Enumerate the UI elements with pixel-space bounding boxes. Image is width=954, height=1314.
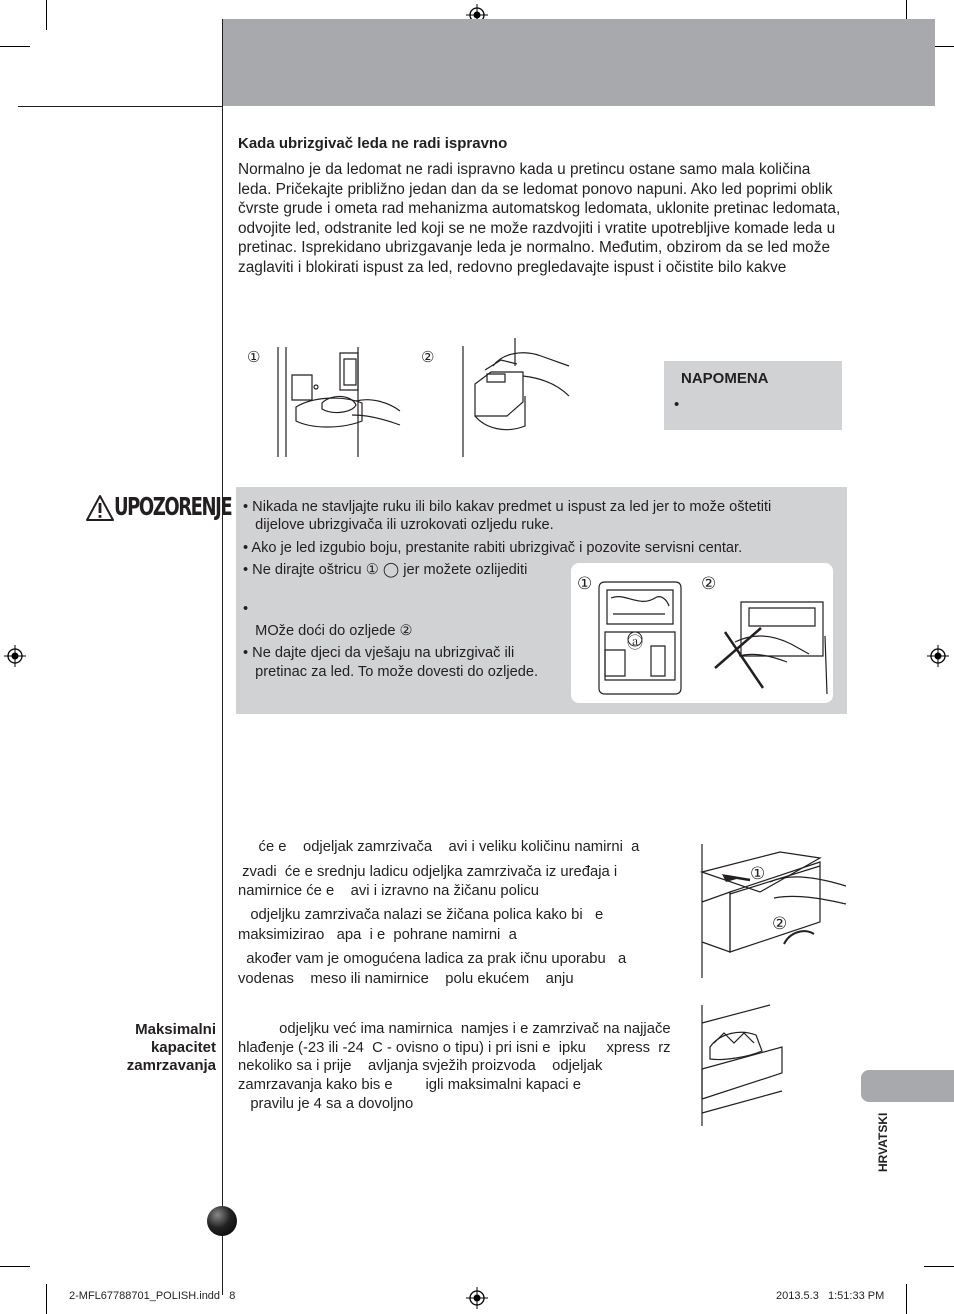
note-title: NAPOMENA: [681, 370, 769, 387]
section-title: Kada ubrizgivač leda ne radi ispravno: [238, 135, 508, 152]
body-line: odjeljku već ima namirnica namjes i e zamrzivač na najjače: [238, 1021, 671, 1037]
warning-line: • Ne dajte djeci da vješaju na ubrizgivač ili: [243, 645, 515, 661]
footer-timestamp: 2013.5.3 1:51:33 PM: [776, 1290, 885, 1302]
warning-triangle-icon: [86, 494, 114, 522]
hand-in-dispenser-prohibited-illustration: [705, 596, 830, 696]
figure-label: ①: [750, 864, 766, 883]
decorative-ball: [207, 1206, 237, 1236]
warning-line: •: [243, 601, 249, 617]
body-line: namirnice će e avi i izravno na žičanu policu: [238, 883, 540, 899]
ice-dispenser-cleaning-illustration: [445, 336, 575, 458]
crop-mark: [924, 1266, 954, 1267]
registration-mark-icon: [466, 1287, 488, 1309]
registration-mark-icon: [4, 645, 26, 667]
margin-rule: [222, 19, 223, 1295]
body-line: nekoliko sa i prije avljanja svježih proizvoda odjeljak: [238, 1058, 603, 1074]
body-line: odjeljku zamrzivača nalazi se žičana polica kako bi e: [238, 907, 604, 923]
figure-label: ②: [772, 914, 788, 933]
crop-mark: [0, 1266, 30, 1267]
body-line: akođer vam je omogućena ladica za prak ičnu uporabu a: [238, 951, 627, 967]
language-tab: [861, 1070, 954, 1102]
freezer-drawer-removal-illustration: [700, 842, 848, 979]
warning-line: • Nikada ne stavljajte ruku ili bilo kakav predmet u ispust za led jer to može oštetiti: [243, 499, 772, 515]
figure-label: ⓐ: [627, 635, 644, 652]
body-line: Normalno je da ledomat ne radi ispravno kada u pretincu ostane samo mala količina: [238, 161, 811, 178]
body-line: zamrzavanja kako bis e igli maksimalni kapaci e: [238, 1077, 581, 1093]
figure-label: ①: [577, 574, 593, 593]
language-label: HRVATSKI: [876, 1112, 890, 1172]
header-bar: [222, 19, 935, 106]
body-line: pretinac. Isprekidano ubrizgavanje leda je normalno. Međutim, obzirom da se led može: [238, 239, 830, 256]
body-line: zaglaviti i blokirati ispust za led, redovno pregledavajte ispust i očistite bilo kakve: [238, 259, 787, 276]
footer-filename: 2-MFL67788701_POLISH.indd 8: [69, 1290, 236, 1302]
body-line: leda. Pričekajte približno jedan dan da se ledomat ponovo napuni. Ako led poprimi oblik: [238, 181, 833, 198]
figure-label: ②: [421, 349, 435, 366]
warning-line: dijelove ubrizgivača ili uzrokovati ozljedu ruke.: [243, 517, 554, 533]
crop-mark: [46, 1284, 47, 1314]
crop-mark: [46, 0, 47, 30]
freezer-shelf-food-illustration: [700, 1003, 784, 1127]
body-line: vodenas meso ili namirnice polu ekućem anju: [238, 971, 574, 987]
body-line: će e odjeljak zamrzivača avi i veliku količinu namirni a: [238, 839, 640, 855]
warning-line: pretinac za led. To može dovesti do ozljede.: [243, 664, 539, 680]
body-line: hlađenje (-23 ili -24 C - ovisno o tipu) i pri isni e ipku xpress rz: [238, 1040, 671, 1056]
note-box: [664, 361, 842, 430]
header-rule: [18, 106, 222, 107]
section-heading-line: kapacitet: [150, 1039, 216, 1056]
body-line: odvojite led, odstranite led koji se ne može razdvojiti i vratite upotrebljive komade leda u: [238, 220, 836, 237]
registration-mark-icon: [927, 645, 949, 667]
section-heading-line: Maksimalni: [135, 1021, 216, 1038]
body-line: maksimizirao apa i e pohrane namirni a: [238, 927, 517, 943]
warning-heading-text: UPOZORENJE: [114, 492, 232, 521]
crop-mark: [906, 1284, 907, 1314]
section-heading: [96, 1021, 216, 1075]
warning-heading: [86, 492, 232, 524]
section-heading-line: zamrzavanja: [126, 1057, 216, 1074]
body-line: zvadi će e srednju ladicu odjeljka zamrzivača iz uređaja i: [238, 864, 618, 880]
crop-mark: [0, 46, 30, 47]
body-line: čvrste grude i ometa rad mehanizma automatskog ledomata, uklonite pretinac ledomata,: [238, 200, 841, 217]
warning-line: MOže doći do ozljede ②: [243, 623, 413, 639]
note-bullet: •: [674, 396, 680, 413]
warning-line: • Ne dirajte oštricu ① ◯ jer možete ozlijediti: [243, 562, 528, 578]
ice-bin-removal-illustration: [272, 345, 402, 458]
figure-label: ①: [247, 349, 261, 366]
warning-line: • Ako je led izgubio boju, prestanite rabiti ubrizgivač i pozovite servisni centar.: [243, 540, 743, 556]
figure-label: ②: [701, 574, 717, 593]
body-line: pravilu je 4 sa a dovoljno: [238, 1096, 414, 1112]
